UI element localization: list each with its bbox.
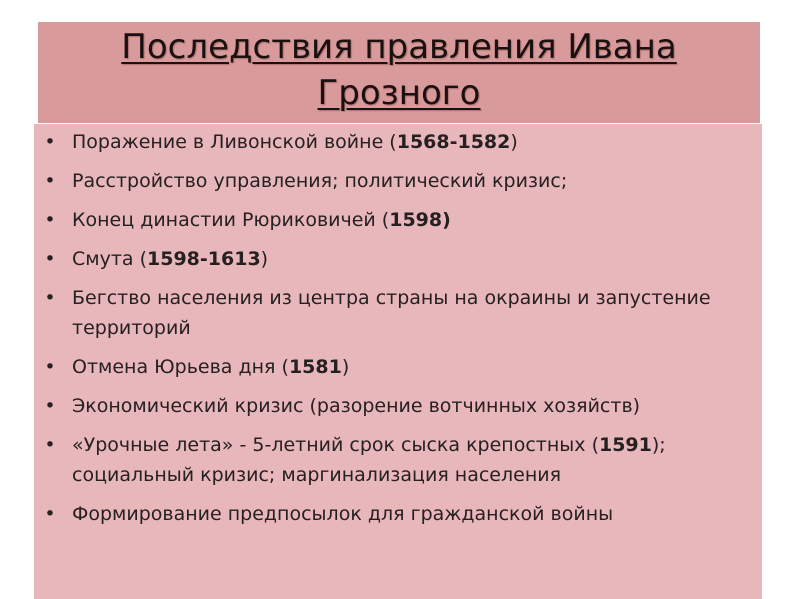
bullet-icon: • [44,503,56,525]
bullet-icon: • [44,131,56,153]
bullet-icon: • [44,356,56,378]
bullet-icon: • [44,248,56,270]
item-text-end: ) [260,248,269,270]
item-text-end: ) [341,356,350,378]
list-item [40,166,760,196]
item-year: 1598-1613 [147,248,261,270]
bullet-icon: • [44,434,56,456]
bullet-icon: • [44,209,56,231]
bullet-icon: • [44,287,56,309]
item-text: Экономический кризис (разорение вотчинных хозяйств) [72,395,641,417]
item-text-end: ); социальный кризис; маргинализация населения [72,434,666,486]
item-year: 1581 [288,356,342,378]
bullet-icon: • [44,395,56,417]
item-year: 1598) [389,209,451,231]
list-item [40,283,760,343]
item-text: Поражение в Ливонской войне ( [72,131,397,153]
item-text: Формирование предпосылок для гражданской войны [72,503,614,525]
slide-title: Последствия правления Ивана Грозного [121,27,677,113]
item-text: Конец династии Рюриковичей ( [72,209,390,231]
list-item [40,391,760,421]
item-year: 1568-1582 [396,131,511,153]
list-item [40,352,760,382]
item-text: «Урочные лета» - 5-летний срок сыска крепостных ( [72,434,599,456]
item-text-end: ) [510,131,518,153]
list-item [40,430,760,490]
item-year: 1591 [598,434,652,456]
list-item [40,499,760,529]
list-item [40,205,760,235]
item-text: Отмена Юрьева дня ( [72,356,289,378]
list-item [40,127,760,157]
bullet-icon: • [44,170,56,192]
item-text: Бегство населения из центра страны на окраины и запустение территорий [72,287,711,339]
item-text: Расстройство управления; политический кризис; [72,170,568,192]
bullet-list [40,127,760,538]
item-text: Смута ( [72,248,148,270]
list-item [40,244,760,274]
